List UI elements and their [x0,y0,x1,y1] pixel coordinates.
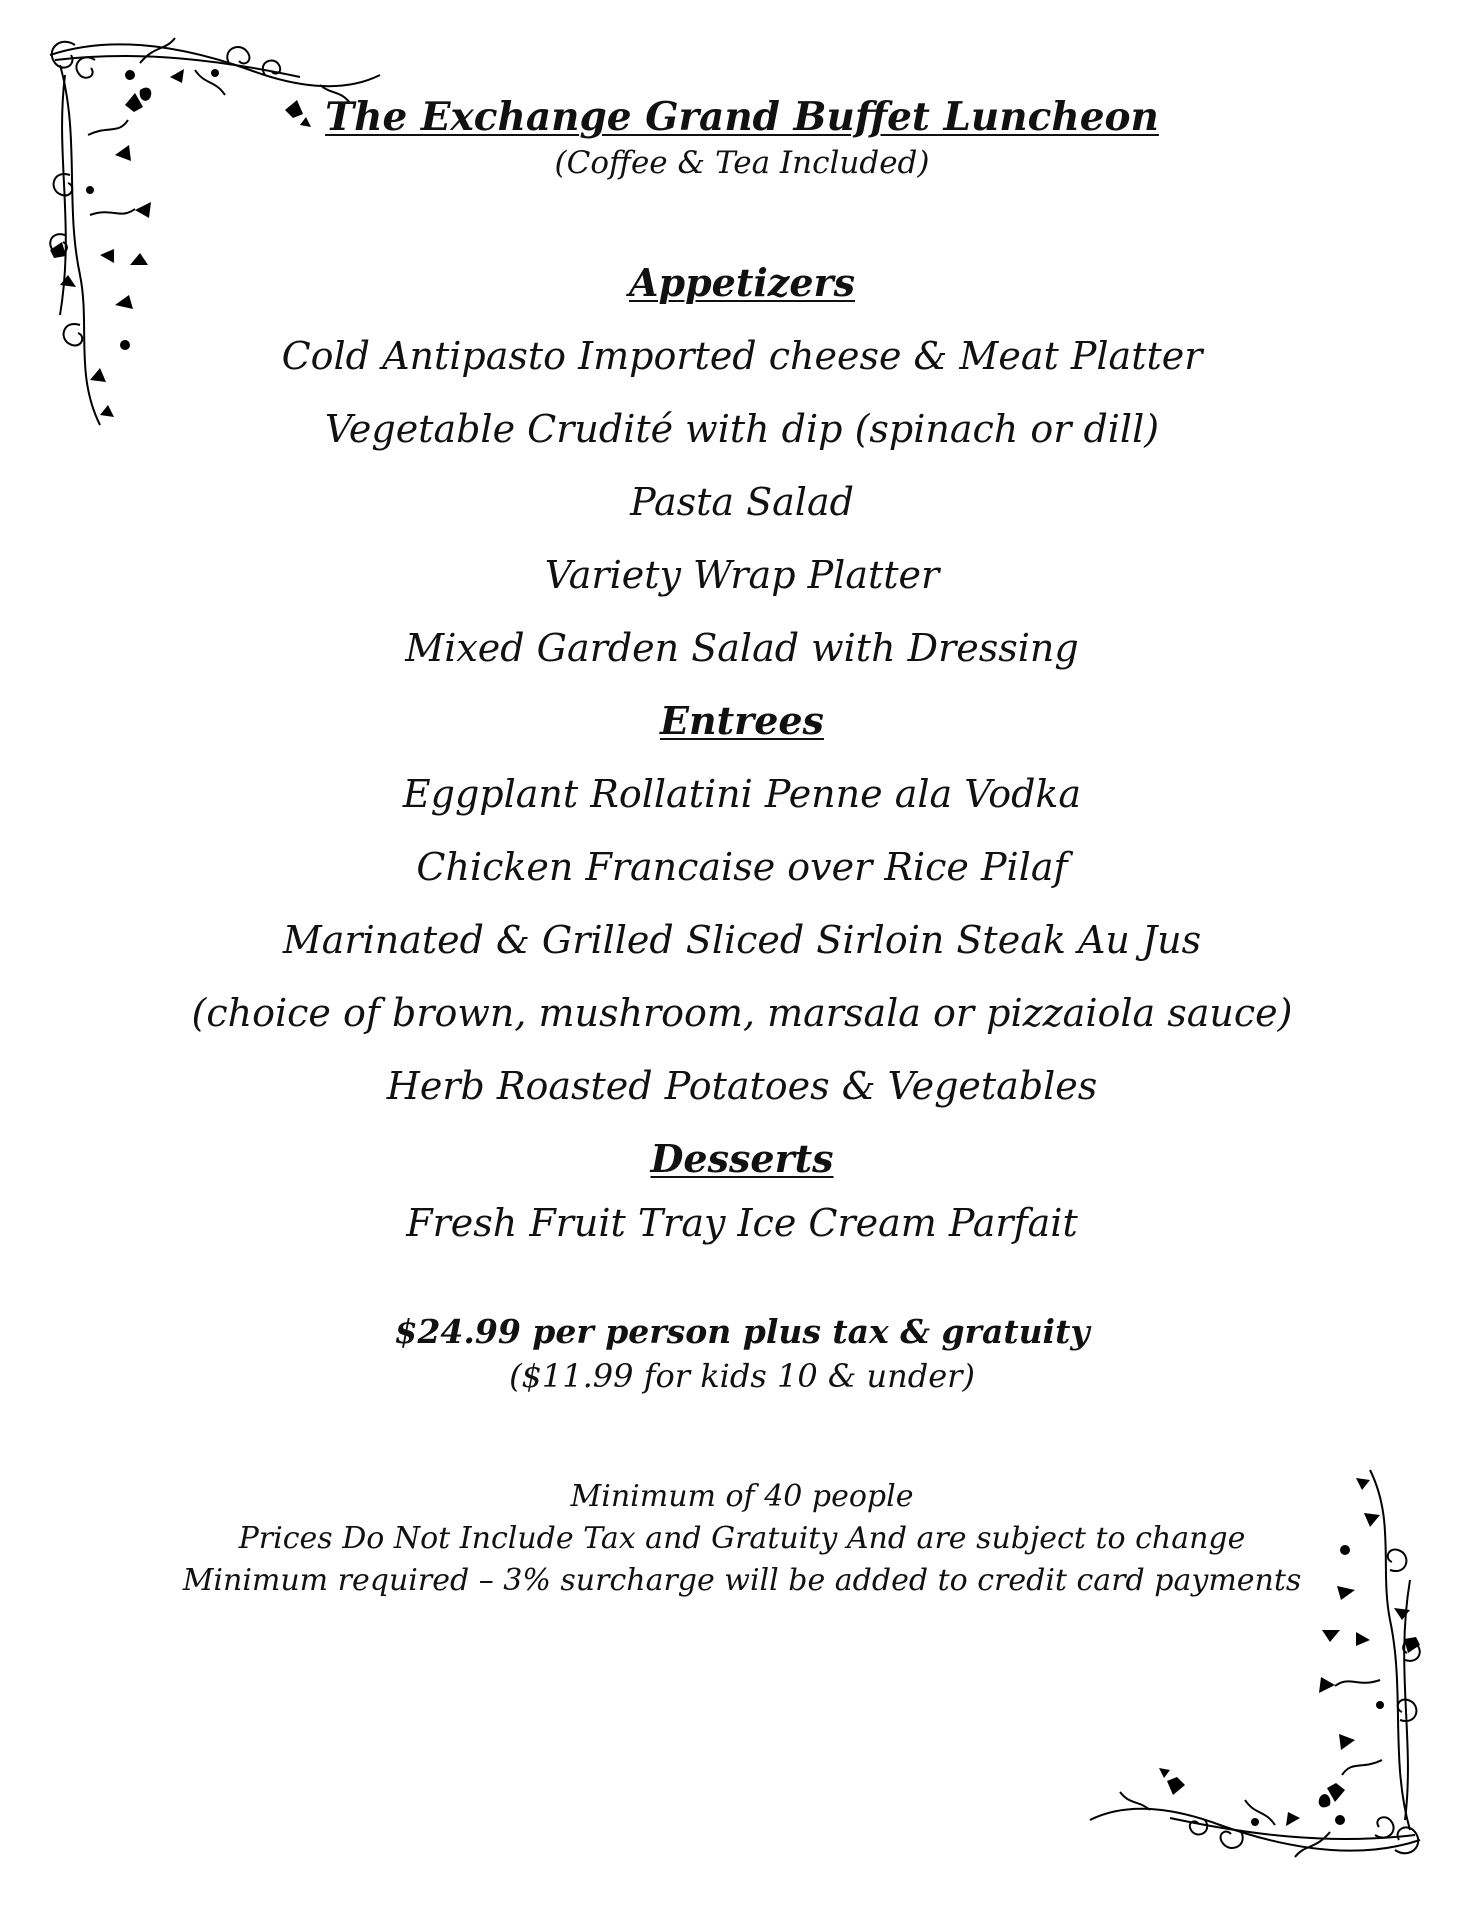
menu-item: Chicken Francaise over Rice Pilaf [416,845,1068,889]
menu-item: Marinated & Grilled Sliced Sirloin Steak Au Jus [282,918,1202,962]
note-credit-surcharge: Minimum required – 3% surcharge will be added to credit card payments [182,1563,1302,1598]
menu-item: Pasta Salad [630,480,854,524]
note-minimum-people: Minimum of 40 people [570,1479,914,1514]
menu-item: Eggplant Rollatini Penne ala Vodka [402,772,1082,816]
menu-item: Variety Wrap Platter [544,553,940,597]
floral-corner-ornament-top-left [20,15,400,445]
menu-item: (choice of brown, mushroom, marsala or pizzaiola sauce) [191,991,1293,1035]
section-heading-desserts: Desserts [650,1136,834,1181]
section-heading-entrees: Entrees [660,698,824,743]
menu-title: The Exchange Grand Buffet Luncheon [325,94,1159,140]
menu-item: Mixed Garden Salad with Dressing [405,626,1079,670]
kids-price: ($11.99 for kids 10 & under) [509,1357,975,1395]
price-per-person: $24.99 per person plus tax & gratuity [394,1312,1090,1351]
menu-item: Herb Roasted Potatoes & Vegetables [386,1064,1098,1108]
menu-item: Fresh Fruit Tray Ice Cream Parfait [406,1201,1078,1245]
menu-subtitle: (Coffee & Tea Included) [554,145,930,181]
menu-item: Vegetable Crudité with dip (spinach or dill) [324,407,1160,451]
note-tax-gratuity: Prices Do Not Include Tax and Gratuity And are subject to change [238,1521,1246,1556]
section-heading-appetizers: Appetizers [629,260,855,305]
menu-item: Cold Antipasto Imported cheese & Meat Platter [281,334,1203,378]
